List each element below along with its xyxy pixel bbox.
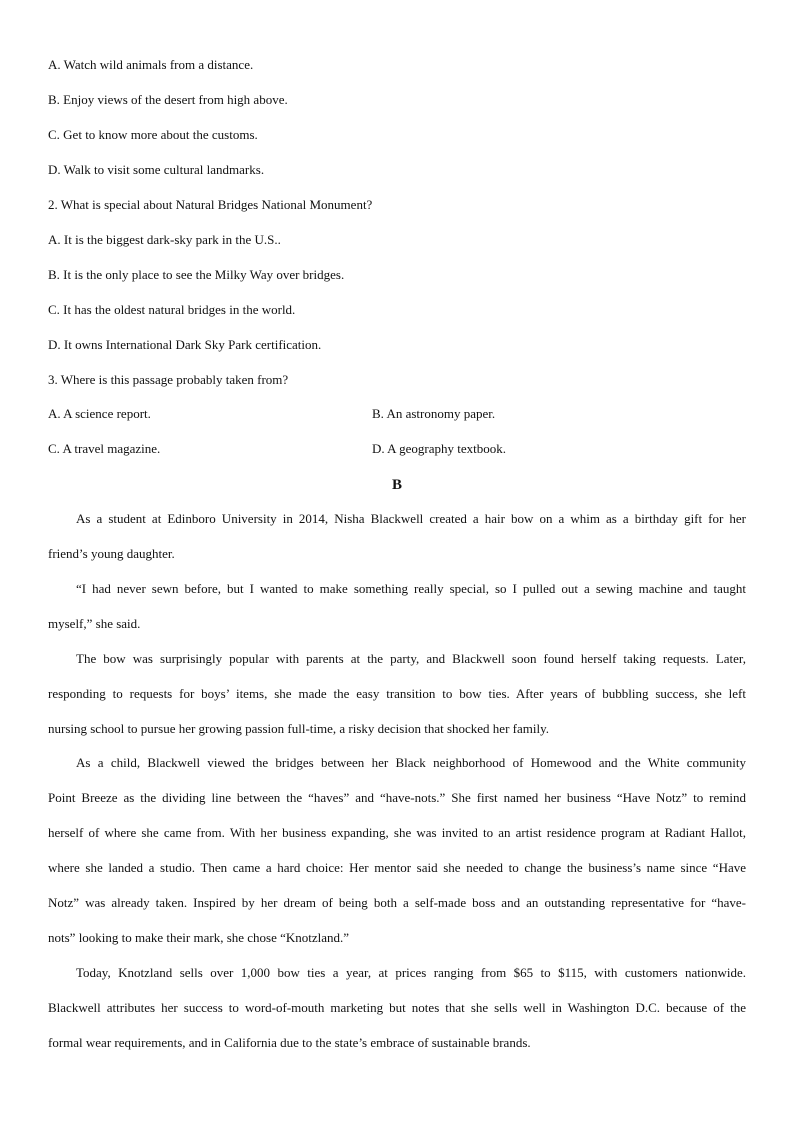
- passage-line: nots” looking to make their mark, she chose “Knotzland.”: [48, 930, 350, 945]
- q1-option-c: C. Get to know more about the customs.: [48, 127, 258, 142]
- passage-line: The bow was surprisingly popular with parents at the party, and Blackwell soon found herself taking requests. Later,: [76, 651, 746, 666]
- q2-option-d: D. It owns International Dark Sky Park certification.: [48, 337, 322, 352]
- q2-option-b: B. It is the only place to see the Milky Way over bridges.: [48, 267, 345, 282]
- q2-option-a: A. It is the biggest dark-sky park in the U.S..: [48, 232, 281, 247]
- q1-option-b: B. Enjoy views of the desert from high above.: [48, 92, 288, 107]
- q2-question: 2. What is special about Natural Bridges National Monument?: [48, 197, 373, 212]
- passage-line: formal wear requirements, and in California due to the state’s embrace of sustainable brands.: [48, 1035, 531, 1050]
- q1-option-d: D. Walk to visit some cultural landmarks.: [48, 162, 265, 177]
- passage-line: herself of where she came from. With her business expanding, she was invited to an artist residence program at Radiant Hallot,: [48, 825, 746, 840]
- q3-option-b: B. An astronomy paper.: [372, 406, 496, 421]
- passage-line: As a student at Edinboro University in 2014, Nisha Blackwell created a hair bow on a whim as a birthday gift for her: [76, 511, 746, 526]
- passage-line: Point Breeze as the dividing line between the “haves” and “have-nots.” She first named her business “Have Notz” to remind: [48, 790, 746, 805]
- passage-line: “I had never sewn before, but I wanted to make something really special, so I pulled out a sewing machine and taught: [76, 581, 746, 596]
- section-heading: B: [391, 477, 402, 493]
- passage-line: responding to requests for boys’ items, she made the easy transition to bow ties. After years of bubbling success, she left: [48, 686, 746, 701]
- passage-line: Blackwell attributes her success to word-of-mouth marketing but notes that she sells well in Washington D.C. because of the: [48, 1000, 746, 1015]
- q3-question: 3. Where is this passage probably taken from?: [48, 372, 289, 387]
- passage-line: Today, Knotzland sells over 1,000 bow ties a year, at prices ranging from $65 to $115, with customers nationwide.: [76, 965, 746, 980]
- passage-line: As a child, Blackwell viewed the bridges between her Black neighborhood of Homewood and the White community: [76, 755, 746, 770]
- passage-line: where she landed a studio. Then came a hard choice: Her mentor said she needed to change the business’s name since “Have: [48, 860, 746, 875]
- passage-line: friend’s young daughter.: [48, 546, 175, 561]
- q2-option-c: C. It has the oldest natural bridges in the world.: [48, 302, 296, 317]
- passage-line: Notz” was already taken. Inspired by her dream of being both a self-made boss and an outstanding representative for “have-: [48, 895, 746, 910]
- passage-line: nursing school to pursue her growing passion full-time, a risky decision that shocked her family.: [48, 721, 550, 736]
- q3-option-c: C. A travel magazine.: [48, 441, 161, 456]
- passage-line: myself,” she said.: [48, 616, 141, 631]
- q1-option-a: A. Watch wild animals from a distance.: [48, 57, 254, 72]
- q3-option-a: A. A science report.: [48, 406, 151, 421]
- q3-option-d: D. A geography textbook.: [372, 441, 506, 456]
